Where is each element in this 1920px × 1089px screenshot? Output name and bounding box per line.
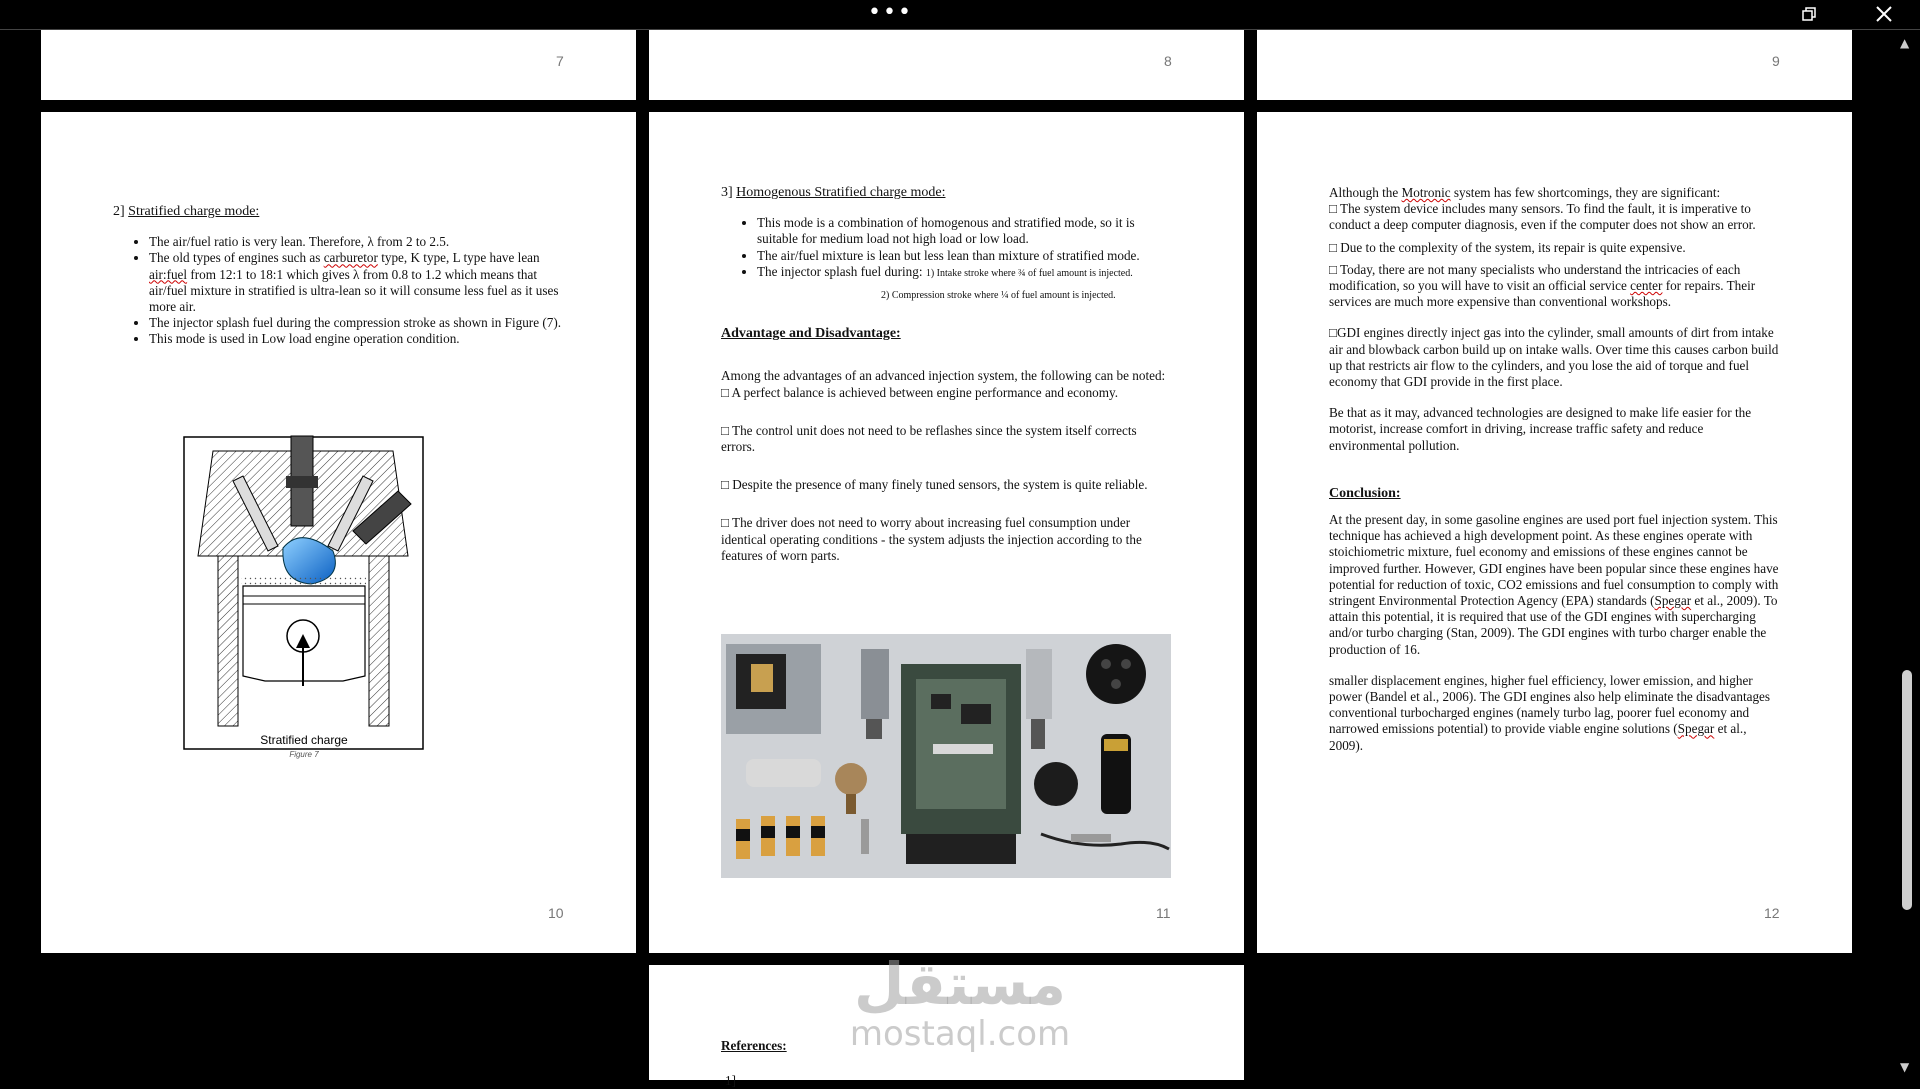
section-heading: 2] Stratified charge mode: bbox=[113, 204, 260, 219]
section-heading: 3] Homogenous Stratified charge mode: bbox=[721, 185, 946, 200]
paragraph: □ The driver does not need to worry about increasing fuel consumption under identical operating conditions - the system adjusts the injection according to the features of worn parts. bbox=[721, 515, 1142, 563]
vertical-scrollbar[interactable] bbox=[1894, 30, 1920, 1080]
page-11 bbox=[649, 112, 1244, 953]
paragraph: smaller displacement engines, higher fuel efficiency, lower emission, and higher power (Bandel et al., 2006). The GDI engines also help eliminate the disadvantages conventional turbocharged engines (namely turbo lag, poorer fuel economy and narrowed emissions potential) to provide viable engine solutions (Spegar et al., 2009). bbox=[1329, 672, 1771, 753]
more-options-icon[interactable]: ••• bbox=[868, 0, 913, 25]
page-number: 12 bbox=[1764, 905, 1780, 921]
paragraph: □ Despite the presence of many finely tuned sensors, the system is quite reliable. bbox=[721, 477, 1148, 493]
page-number: 7 bbox=[556, 53, 564, 69]
paragraph: □ Today, there are not many specialists who understand the intricacies of each modification, so you will have to visit an official service center for repairs. Their services are much more expensive than conventional workshops. bbox=[1329, 261, 1756, 310]
scroll-down-icon[interactable]: ▼ bbox=[1900, 1060, 1910, 1074]
page11-body bbox=[721, 185, 1173, 564]
advantage-heading: Advantage and Disadvantage: bbox=[721, 326, 901, 342]
watermark-arabic: مستقل bbox=[853, 950, 1067, 1018]
page-12 bbox=[1257, 112, 1852, 953]
restore-window-icon[interactable] bbox=[1802, 7, 1816, 21]
paragraph: □ The system device includes many sensors. To find the fault, it is imperative to conduct a deep computer diagnosis, even if the computer does not show an error. bbox=[1329, 201, 1756, 233]
page-number: 10 bbox=[548, 905, 564, 921]
paragraph: □ A perfect balance is achieved between engine performance and economy. bbox=[721, 384, 1119, 400]
paragraph: Among the advantages of an advanced injection system, the following can be noted: bbox=[721, 368, 1166, 384]
figure-caption: Figure 7 bbox=[289, 750, 319, 759]
page-10 bbox=[41, 112, 636, 953]
injection-components-photo bbox=[721, 634, 1171, 878]
bullet-list bbox=[721, 215, 1173, 282]
viewer-toolbar bbox=[0, 0, 1920, 30]
scroll-up-icon[interactable]: ▲ bbox=[1900, 36, 1910, 50]
list-item: • The injector splash fuel during: 1) Intake stroke where ¾ of fuel amount is injected. bbox=[757, 264, 1173, 282]
page-8 bbox=[649, 30, 1244, 100]
list-item: • The injector splash fuel during the compression stroke as shown in Figure (7). bbox=[149, 315, 573, 331]
page-number: 8 bbox=[1164, 53, 1172, 69]
page-9 bbox=[1257, 30, 1852, 100]
references-heading: References: bbox=[721, 1038, 787, 1053]
bullet-list bbox=[113, 234, 573, 347]
list-item: • This mode is a combination of homogenous and stratified mode, so it is suitable for medium load not high load or low load. bbox=[757, 215, 1173, 247]
page-7 bbox=[41, 30, 636, 100]
list-item: • The air/fuel ratio is very lean. Therefore, λ from 2 to 2.5. bbox=[149, 234, 573, 250]
paragraph: □ Due to the complexity of the system, its repair is quite expensive. bbox=[1329, 239, 1686, 255]
close-icon[interactable] bbox=[1874, 4, 1894, 24]
list-item: • This mode is used in Low load engine operation condition. bbox=[149, 331, 573, 347]
stroke-note: 2) Compression stroke where ¼ of fuel amount is injected. bbox=[881, 290, 1116, 302]
stratified-charge-figure bbox=[183, 436, 425, 754]
paragraph: Although the Motronic system has few shortcomings, they are significant: bbox=[1329, 185, 1721, 200]
paragraph: □ The control unit does not need to be reflashes since the system itself corrects errors. bbox=[721, 422, 1137, 455]
paragraph: □GDI engines directly inject gas into the cylinder, small amounts of dirt from intake air and blowback carbon build up on intake walls. Over time this causes carbon build up that restricts air flow to the cylinders, and you lose the aid of torque and fuel economy that GDI provide in the first place. bbox=[1329, 325, 1779, 390]
reference-item: 1] bbox=[725, 1073, 736, 1088]
watermark bbox=[840, 952, 1080, 1052]
page12-body bbox=[1329, 185, 1781, 754]
page10-body bbox=[113, 204, 573, 348]
scrollbar-thumb[interactable] bbox=[1902, 670, 1912, 910]
list-item: • The air/fuel mixture is lean but less lean than mixture of stratified mode. bbox=[757, 248, 1173, 264]
paragraph: Be that as it may, advanced technologies are designed to make life easier for the motorist, increase comfort in driving, increase traffic safety and reduce environmental pollution. bbox=[1329, 405, 1752, 453]
watermark-latin: mostaql.com bbox=[849, 1014, 1071, 1054]
page-number: 11 bbox=[1156, 905, 1171, 921]
paragraph: At the present day, in some gasoline engines are used port fuel injection system. This technique has achieved a high development point. As these engines operate with stoichiometric mixture, fuel economy and emissions of these engines cannot be improved further. However, GDI engines have been popular since these engines have potential for reduction of toxic, CO2 emissions and fuel consumption to comply with stringent Environmental Protection Agency (EPA) standards (Spegar et al., 2009). To attain this potential, it is required that use of the GDI engines with supercharging and/or turbo charging (Stan, 2009). The GDI engines with turbo charger enable the production of 16. bbox=[1329, 512, 1779, 657]
page-number: 9 bbox=[1772, 53, 1780, 69]
figure-label: Stratified charge bbox=[260, 733, 348, 747]
conclusion-heading: Conclusion: bbox=[1329, 485, 1401, 501]
list-item: • The old types of engines such as carburetor type, K type, L type have lean air:fuel from 12:1 to 18:1 which gives λ from 0.8 to 1.2 which means that air/fuel mixture in stratified is ultra-lean so it will consume less fuel as it uses more air. bbox=[149, 250, 573, 315]
